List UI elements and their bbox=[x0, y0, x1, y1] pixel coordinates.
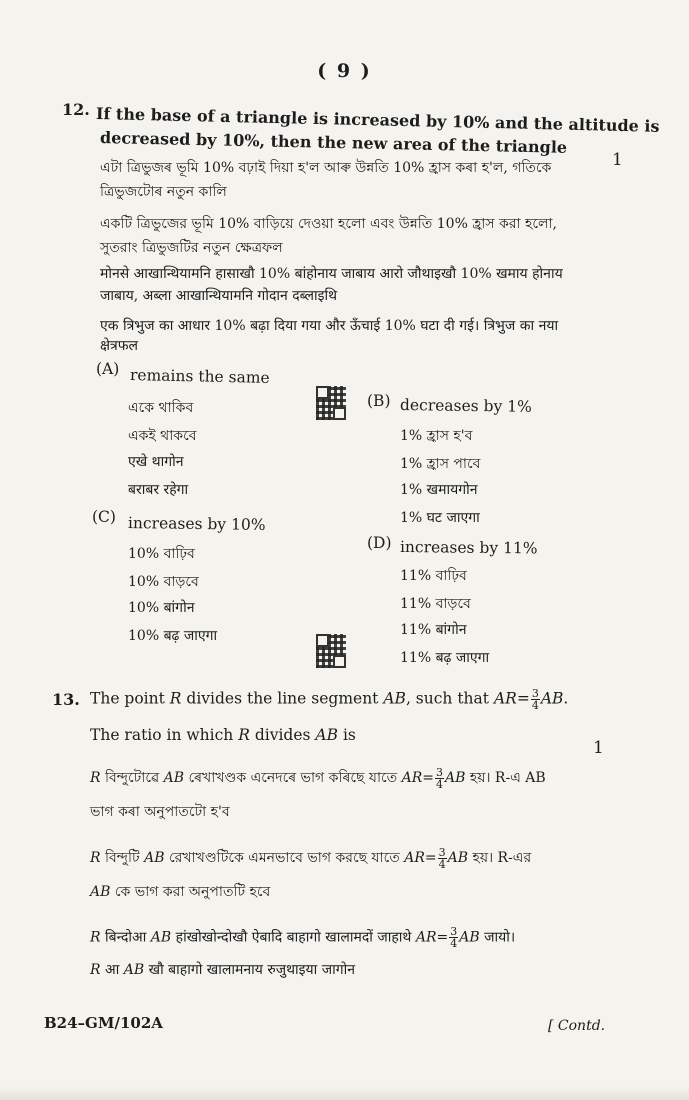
q12-hindi-line1: एक त्रिभुज का आधार 10% बढ़ा दिया गया और ऊँचाई 10% घटा दी गई। त्रिभुज का नया bbox=[100, 318, 559, 334]
option-a-label: (A) bbox=[96, 360, 120, 378]
option-c-bodo: 10% बांगोन bbox=[128, 600, 195, 616]
q13-english-line2: The ratio in which R divides AB is bbox=[90, 726, 356, 744]
q12-assamese-line2: ত্রিভুজটোৰ নতুন কালি bbox=[100, 184, 227, 200]
q12-hindi-line2: क्षेत्रफल bbox=[100, 338, 139, 354]
q12-bengali-line2: সুতরাং ত্রিভুজটির নতুন ক্ষেত্রফল bbox=[100, 240, 283, 256]
q12-english-line1: If the base of a triangle is increased by 10% and the altitude is bbox=[95, 104, 660, 136]
option-d-assamese: 11% বাঢ়িব bbox=[400, 568, 467, 584]
q13-english-line1: The point R divides the line segment AB, such that AR= $\frac{3}{4}$ AB. bbox=[90, 687, 569, 712]
option-a-bodo: एखे थागोन bbox=[128, 454, 184, 470]
q13-bengali-line1: R বিন্দুটি AB রেখাখণ্ডটিকে এমনভাবে ভাগ করছে যাতে AR= $\frac{3}{4}$ AB হয়। R-এর bbox=[90, 845, 532, 871]
option-d-bengali: 11% বাড়বে bbox=[400, 596, 471, 612]
option-b-assamese: 1% হ্রাস হ'ব bbox=[400, 428, 473, 444]
q12-bodo-line1: मोनसे आखान्थियामनि हासाखौ 10% बांहोनाय जाबाय आरो जौथाइखौ 10% खमाय होनाय bbox=[100, 266, 563, 282]
option-b-bodo: 1% खमायगोन bbox=[400, 482, 478, 498]
q13-marks: 1 bbox=[593, 738, 604, 758]
q12-bodo-line2: जाबाय, अब्ला आखान्थियामनि गोदान दब्लाइथि bbox=[100, 288, 338, 304]
option-b-hindi: 1% घट जाएगा bbox=[400, 510, 480, 526]
q13-bodo-line2: R आ AB खौ बाहागो खालामनाय रुजुथाइया जागोन bbox=[90, 962, 356, 978]
q12-number: 12. bbox=[62, 100, 90, 119]
qr-code-icon bbox=[316, 386, 346, 420]
paper-code: B24–GM/102A bbox=[44, 1014, 163, 1032]
q13-assamese-line2: ভাগ কৰা অনুপাতটো হ'ব bbox=[90, 804, 230, 820]
option-a-assamese: একে থাকিব bbox=[128, 400, 194, 416]
fraction-3-4: $\frac{3}{4}$ bbox=[531, 687, 539, 712]
page-edge bbox=[0, 1086, 689, 1100]
q13-bodo-line1: R बिन्दोआ AB हांखोखोन्दोखौ ऐबादि बाहागो खालामदों जाहाथे AR= $\frac{3}{4}$ AB जायो। bbox=[90, 925, 516, 950]
option-c-bengali: 10% বাড়বে bbox=[128, 574, 199, 590]
q12-marks: 1 bbox=[612, 150, 623, 170]
option-c-label: (C) bbox=[92, 508, 116, 526]
option-a-bengali: একই থাকবে bbox=[128, 428, 197, 444]
option-d-english: increases by 11% bbox=[399, 538, 538, 558]
option-c-english: increases by 10% bbox=[127, 514, 266, 534]
q12-english-line2: decreased by 10%, then the new area of the triangle bbox=[99, 128, 568, 157]
q12-bengali-line1: একটি ত্রিভুজের ভূমি 10% বাড়িয়ে দেওয়া হলো এবং উন্নতি 10% হ্রাস করা হলো, bbox=[100, 216, 557, 232]
option-b-english: decreases by 1% bbox=[399, 396, 532, 416]
qr-code-icon bbox=[316, 634, 346, 668]
option-d-hindi: 11% बढ़ जाएगा bbox=[400, 650, 490, 666]
option-b-label: (B) bbox=[367, 392, 391, 410]
q12-assamese-line1: এটা ত্রিভুজৰ ভূমি 10% বঢ়াই দিয়া হ'ল আৰু উন্নতি 10% হ্রাস কৰা হ'ল, গতিকে bbox=[100, 160, 552, 176]
option-b-bengali: 1% হ্রাস পাবে bbox=[400, 456, 481, 472]
option-c-hindi: 10% बढ़ जाएगा bbox=[128, 628, 218, 644]
option-d-label: (D) bbox=[367, 534, 392, 552]
option-a-hindi: बराबर रहेगा bbox=[128, 482, 189, 498]
page-number: ( 9 ) bbox=[317, 60, 372, 82]
option-a-english: remains the same bbox=[129, 366, 270, 387]
option-d-bodo: 11% बांगोन bbox=[400, 622, 467, 638]
contd-label: [ Contd. bbox=[548, 1018, 606, 1034]
q13-bengali-line2: AB কে ভাগ করা অনুপাতটি হবে bbox=[90, 884, 271, 900]
q13-number: 13. bbox=[52, 690, 80, 709]
option-c-assamese: 10% বাঢ়িব bbox=[128, 546, 195, 562]
q13-assamese-line1: R বিন্দুটোৱে AB ৰেখাখণ্ডক এনেদৰে ভাগ কৰিছে যাতে AR= $\frac{3}{4}$ AB হয়। R-এ AB bbox=[90, 765, 546, 791]
